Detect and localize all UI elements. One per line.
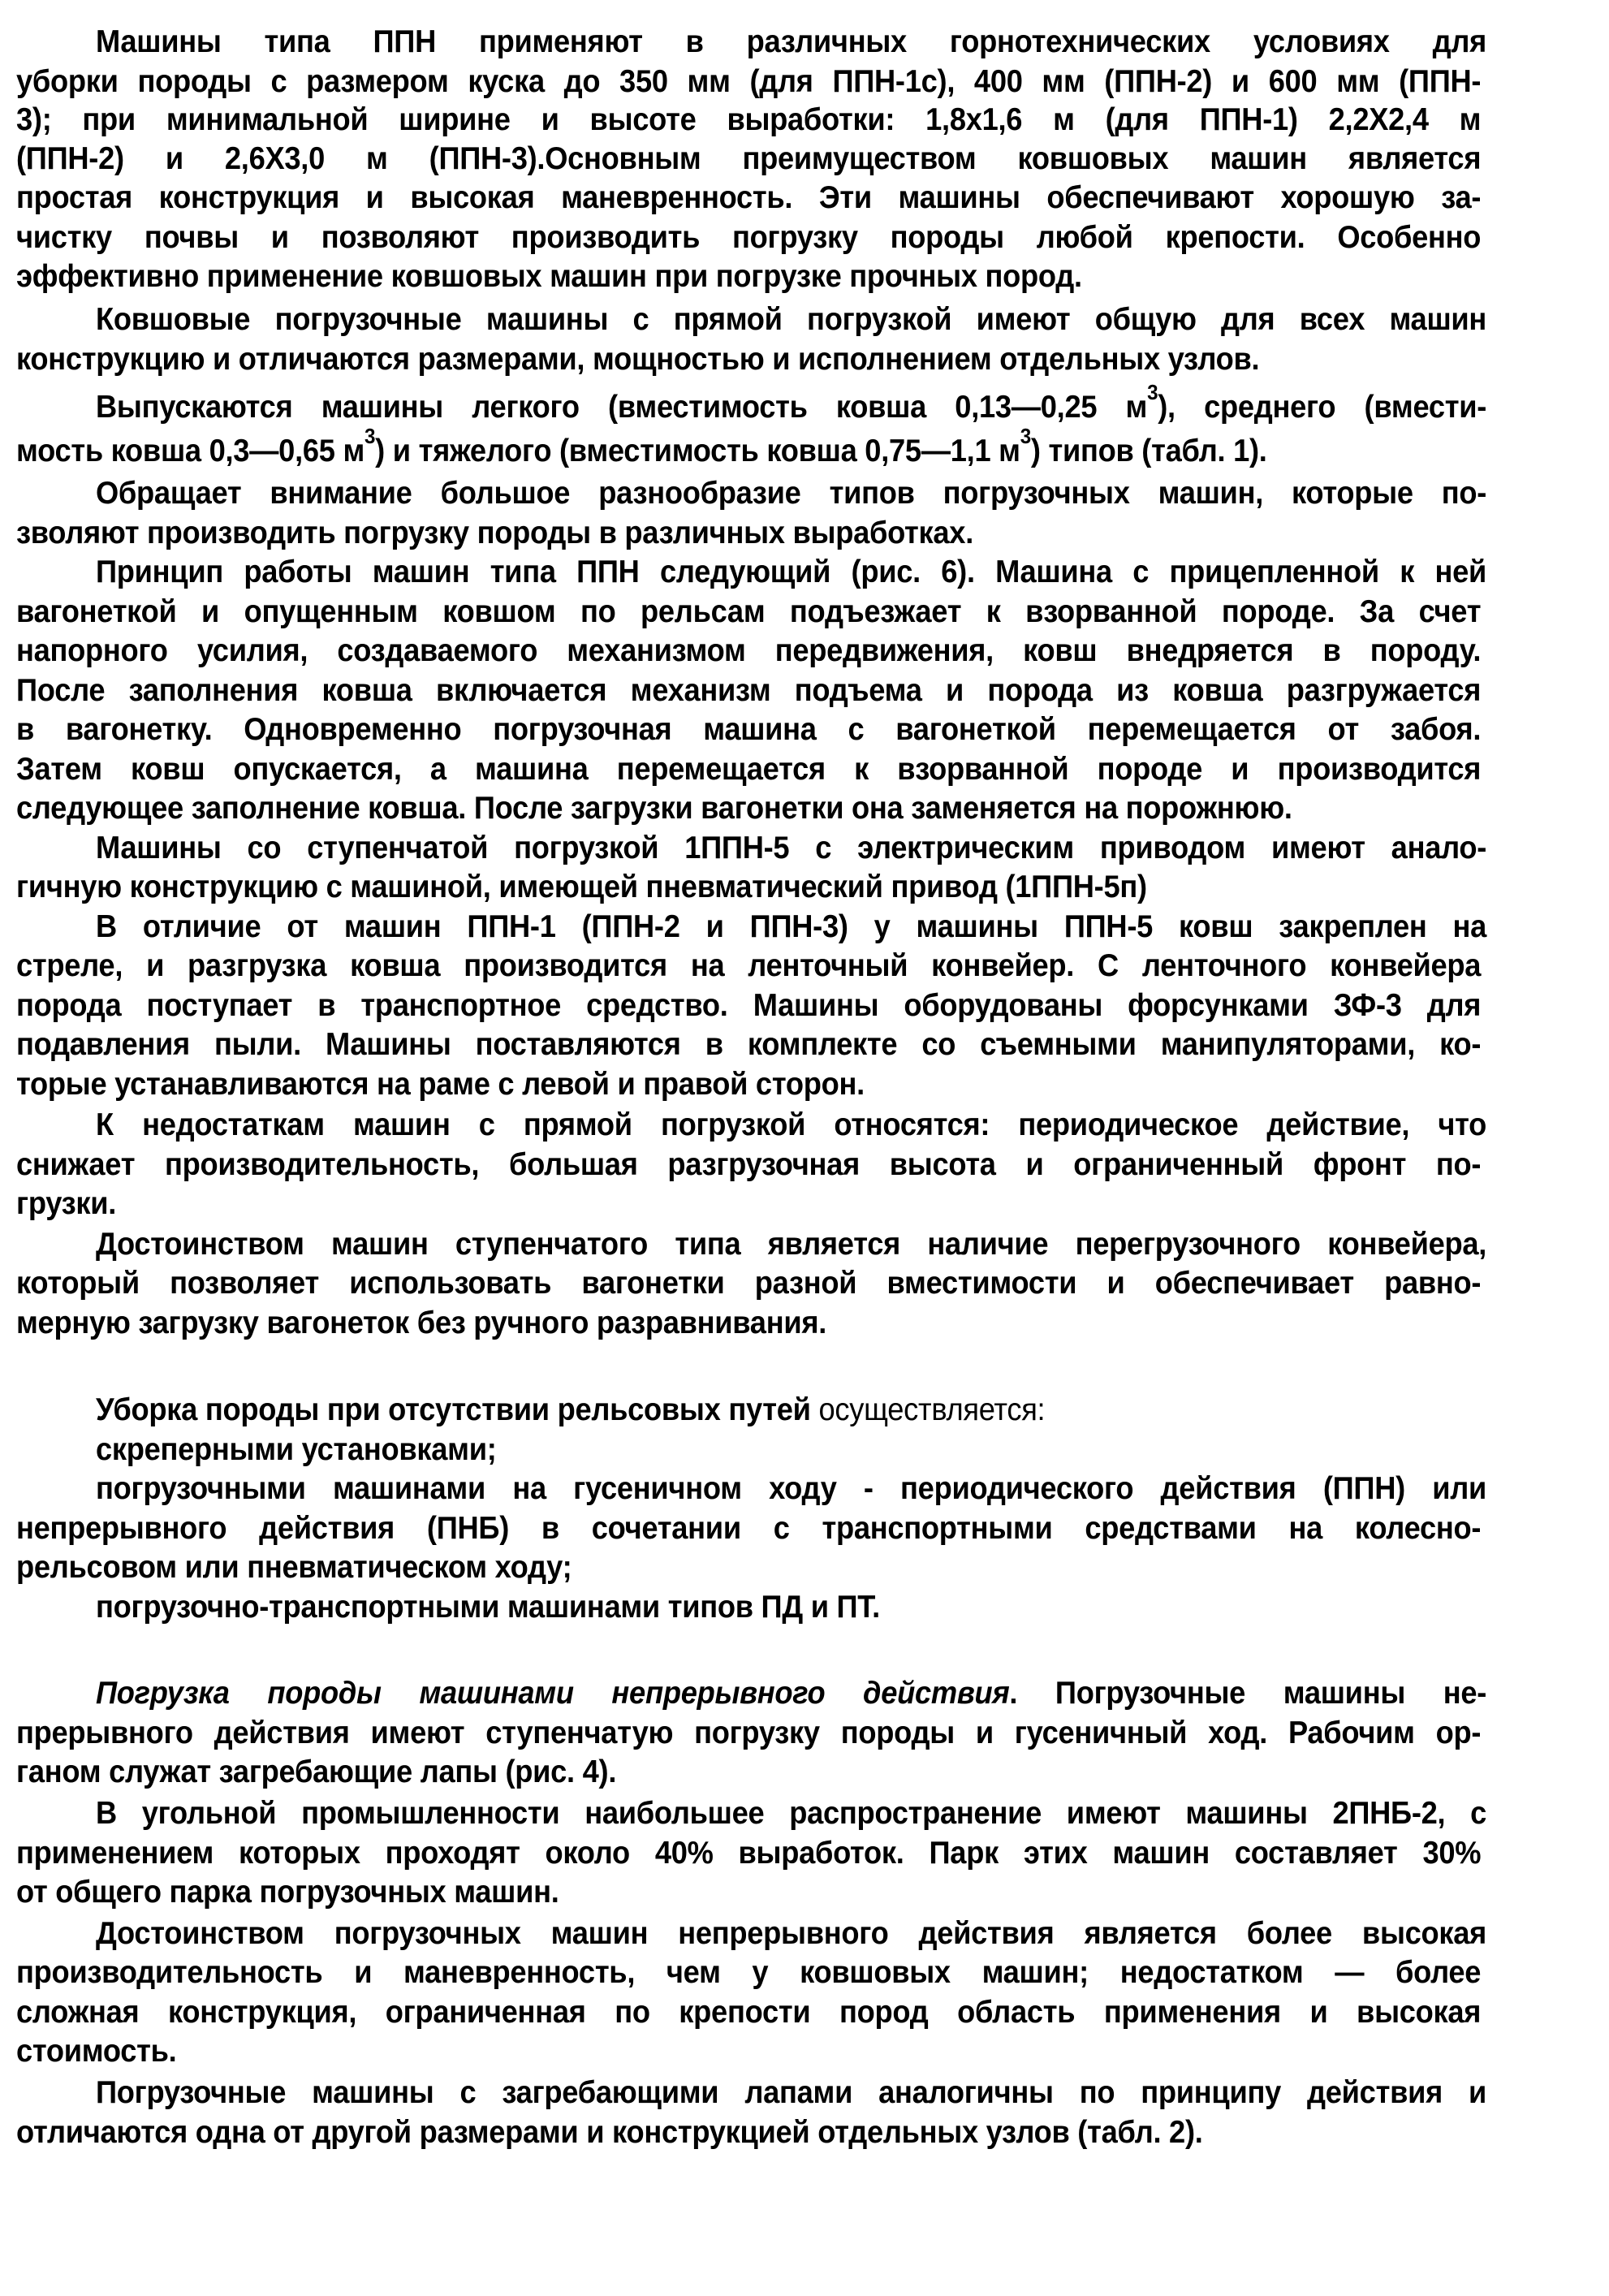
text-line: В угольной промышленности наибольшее распространение имеют машины 2ПНБ-2, с <box>96 1796 1487 1831</box>
text-segment: осуществляется: <box>810 1392 1046 1427</box>
text-segment: мость ковша 0,3—0,65 м <box>16 434 365 468</box>
text-line <box>16 424 1481 471</box>
text-line: конструкцию и отличаются размерами, мощностью и исполнением отдельных узлов. <box>16 342 1260 377</box>
text-line: Принцип работы машин типа ППН следующий (рис. 6). Машина с прицепленной к ней <box>96 555 1487 589</box>
text-line: торые устанавливаются на раме с левой и правой сторон. <box>16 1067 865 1102</box>
text-line: После заполнения ковша включается механизм подъема и порода из ковша разгружается <box>16 673 1482 708</box>
section-heading: Уборка породы при отсутствии рельсовых путей <box>96 1392 811 1427</box>
text-line: уборки породы с размером куска до 350 мм (для ППН-1с), 400 мм (ППН-2) и 600 мм (ППН- <box>16 64 1482 99</box>
text-line: в вагонетку. Одновременно погрузочная машина с вагонеткой перемещается от забоя. <box>16 712 1482 747</box>
text-line: отличаются одна от другой размерами и конструкцией отдельных узлов (табл. 2). <box>16 2115 1203 2150</box>
superscript: 3 <box>1020 424 1031 448</box>
text-line: применением которых проходят около 40% выработок. Парк этих машин составляет 30% <box>16 1836 1482 1871</box>
list-item: скреперными установками; <box>96 1432 497 1467</box>
text-line: Машины со ступенчатой погрузкой 1ППН-5 с электрическим приводом имеют анало- <box>96 831 1487 865</box>
text-line: (ППН-2) и 2,6Х3,0 м (ППН-3).Основным преимуществом ковшовых машин является <box>16 141 1482 176</box>
list-item: погрузочно-транспортными машинами типов ПД и ПТ. <box>96 1590 880 1625</box>
text-line: 3); при минимальной ширине и высоте выработки: 1,8х1,6 м (для ППН-1) 2,2Х2,4 м <box>16 102 1482 137</box>
text-line: Затем ковш опускается, а машина перемещается к взорванной породе и производится <box>16 752 1482 787</box>
text-line: прерывного действия имеют ступенчатую погрузку породы и гусеничный ход. Рабочим ор- <box>16 1716 1482 1750</box>
text-line: простая конструкция и высокая маневренность. Эти машины обеспечивают хорошую за- <box>16 180 1482 215</box>
text-line: от общего парка погрузочных машин. <box>16 1875 559 1910</box>
text-line: Ковшовые погрузочные машины с прямой погрузкой имеют общую для всех машин <box>96 302 1487 337</box>
section-heading-line <box>96 1391 1486 1430</box>
text-line: грузки. <box>16 1186 117 1221</box>
text-line: который позволяет использовать вагонетки разной вместимости и обеспечивает равно- <box>16 1266 1482 1301</box>
text-line: непрерывного действия (ПНБ) в сочетании с транспортными средствами на колесно- <box>16 1511 1482 1546</box>
text-line: эффективно применение ковшовых машин при погрузке прочных пород. <box>16 259 1082 294</box>
text-line: В отличие от машин ППН-1 (ППН-2 и ППН-3) у машины ППН-5 ковш закреплен на <box>96 909 1487 944</box>
text-line: Достоинством машин ступенчатого типа является наличие перегрузочного конвейера, <box>96 1227 1487 1262</box>
text-line: стоимость. <box>16 2034 177 2069</box>
text-line: напорного усилия, создаваемого механизмом передвижения, ковш внедряется в породу. <box>16 633 1482 668</box>
text-line: Достоинством погрузочных машин непрерывного действия является более высокая <box>96 1916 1487 1951</box>
superscript: 3 <box>365 424 376 448</box>
text-line: ганом служат загребающие лапы (рис. 4). <box>16 1754 617 1789</box>
text-line: К недостаткам машин с прямой погрузкой относятся: периодическое действие, что <box>96 1107 1487 1142</box>
text-segment: ), среднего (вмести- <box>1158 390 1487 425</box>
text-line: подавления пыли. Машины поставляются в комплекте со съемными манипуляторами, ко- <box>16 1027 1482 1062</box>
text-line: зволяют производить погрузку породы в различных выработках. <box>16 516 974 550</box>
text-line: производительность и маневренность, чем у ковшовых машин; недостатком — более <box>16 1955 1482 1990</box>
text-segment: ) типов (табл. 1). <box>1030 434 1267 468</box>
text-line: стреле, и разгрузка ковша производится на ленточный конвейер. С ленточного конвейера <box>16 948 1482 983</box>
text-line: Обращает внимание большое разнообразие типов погрузочных машин, которые по- <box>96 476 1487 511</box>
text-line: Машины типа ППН применяют в различных горнотехнических условиях для <box>96 24 1487 59</box>
list-item: погрузочными машинами на гусеничном ходу - периодического действия (ППН) или <box>96 1471 1487 1506</box>
superscript: 3 <box>1147 380 1158 404</box>
text-line: рельсовом или пневматическом ходу; <box>16 1550 572 1585</box>
section-heading: Погрузка породы машинами непрерывного действия <box>96 1676 1010 1711</box>
text-line: сложная конструкция, ограниченная по крепости пород область применения и высокая <box>16 1995 1482 2030</box>
text-line: следующее заполнение ковша. После загрузки вагонетки она заменяется на порожнюю. <box>16 791 1292 826</box>
text-line: вагонеткой и опущенным ковшом по рельсам подъезжает к взорванной породе. За счет <box>16 594 1482 629</box>
text-line: гичную конструкцию с машиной, имеющей пневматический привод (1ППН-5п) <box>16 870 1147 904</box>
text-segment: . Погрузочные машины не- <box>1009 1676 1487 1711</box>
text-line: снижает производительность, большая разгрузочная высота и ограниченный фронт по- <box>16 1147 1482 1182</box>
text-line: порода поступает в транспортное средство. Машины оборудованы форсунками ЗФ-3 для <box>16 988 1482 1023</box>
text-line: мерную загрузку вагонеток без ручного разравнивания. <box>16 1306 827 1340</box>
text-segment: ) и тяжелого (вместимость ковша 0,75—1,1 м <box>375 434 1020 468</box>
section-heading-line <box>96 1674 1486 1713</box>
text-line: чистку почвы и позволяют производить погрузку породы любой крепости. Особенно <box>16 220 1482 255</box>
text-line: Погрузочные машины с загребающими лапами аналогичны по принципу действия и <box>96 2075 1487 2110</box>
text-segment: Выпускаются машины легкого (вместимость ковша 0,13—0,25 м <box>96 390 1148 425</box>
text-line <box>96 380 1487 427</box>
